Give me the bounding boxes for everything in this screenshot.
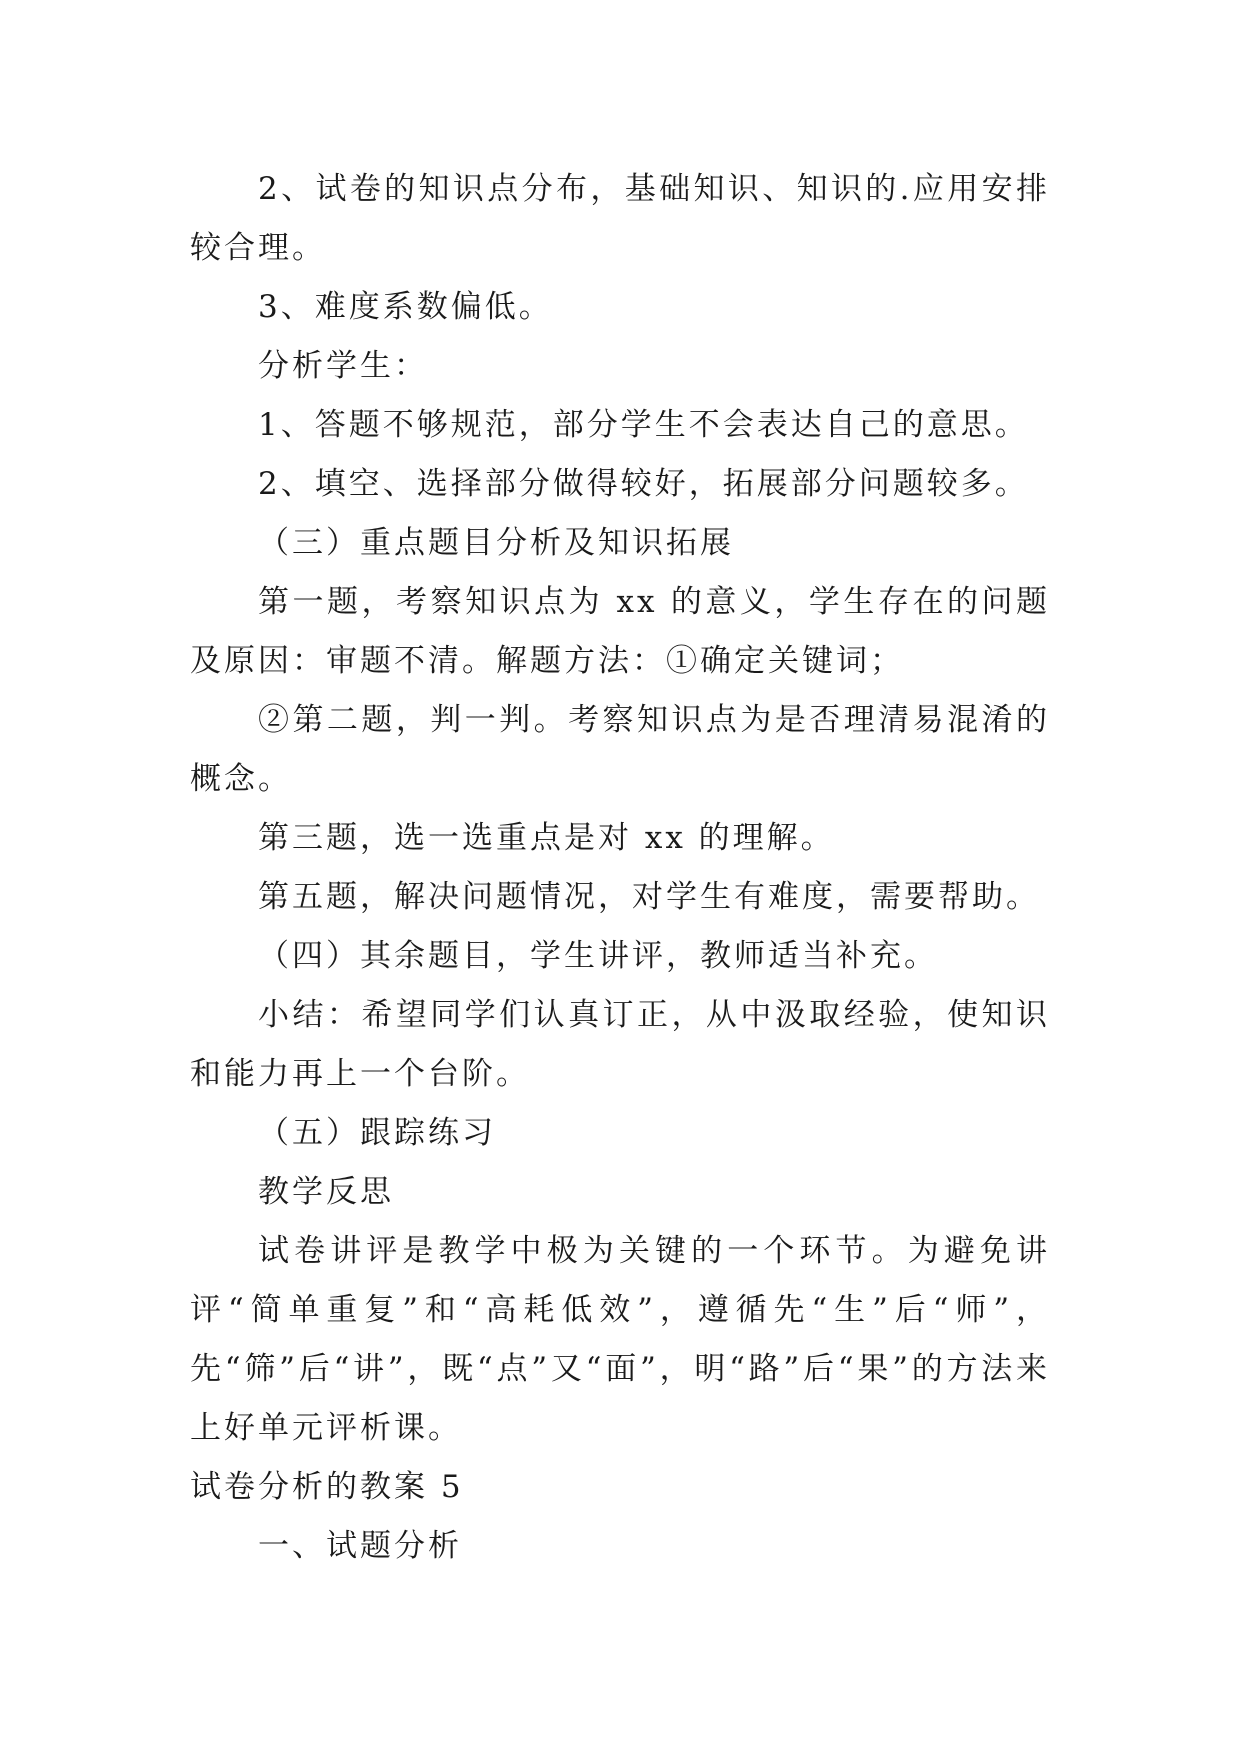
paragraph-fill-choice: 2、填空、选择部分做得较好，拓展部分问题较多。 bbox=[258, 466, 1029, 502]
paragraph-student-analysis-heading: 分析学生： bbox=[258, 348, 428, 384]
paragraph-answer-standard: 1、答题不够规范，部分学生不会表达自己的意思。 bbox=[258, 407, 1029, 443]
paragraph-difficulty: 3、难度系数偏低。 bbox=[258, 289, 553, 325]
paragraph-reflection: 试卷讲评是教学中极为关键的一个环节。为避免讲评“简单重复”和“高耗低效”，遵循先“生”后“师”，先“筛”后“讲”，既“点”又“面”，明“路”后“果”的方法来上好单元评析课。 bbox=[190, 1233, 1050, 1446]
paragraph-question-two: ②第二题，判一判。考察知识点为是否理清易混淆的概念。 bbox=[190, 702, 1050, 797]
document-body bbox=[190, 160, 1050, 1576]
section-heading-reflection: 教学反思 bbox=[258, 1174, 394, 1210]
paragraph-question-three: 第三题，选一选重点是对 xx 的理解。 bbox=[258, 820, 835, 856]
section-heading-question-analysis: 一、试题分析 bbox=[258, 1528, 462, 1564]
section-heading-key-questions: （三）重点题目分析及知识拓展 bbox=[258, 525, 734, 561]
section-heading-follow-up: （五）跟踪练习 bbox=[258, 1115, 496, 1151]
paragraph-question-one: 第一题，考察知识点为 xx 的意义，学生存在的问题及原因：审题不清。解题方法：①确定关键词； bbox=[190, 584, 1050, 679]
paragraph-summary: 小结：希望同学们认真订正，从中汲取经验，使知识和能力再上一个台阶。 bbox=[190, 997, 1050, 1092]
section-heading-other-questions: （四）其余题目，学生讲评，教师适当补充。 bbox=[258, 938, 938, 974]
paragraph-question-five: 第五题，解决问题情况，对学生有难度，需要帮助。 bbox=[258, 879, 1040, 915]
document-title-lesson-5: 试卷分析的教案 5 bbox=[190, 1469, 464, 1505]
paragraph-knowledge-distribution: 2、试卷的知识点分布，基础知识、知识的.应用安排较合理。 bbox=[190, 171, 1050, 266]
